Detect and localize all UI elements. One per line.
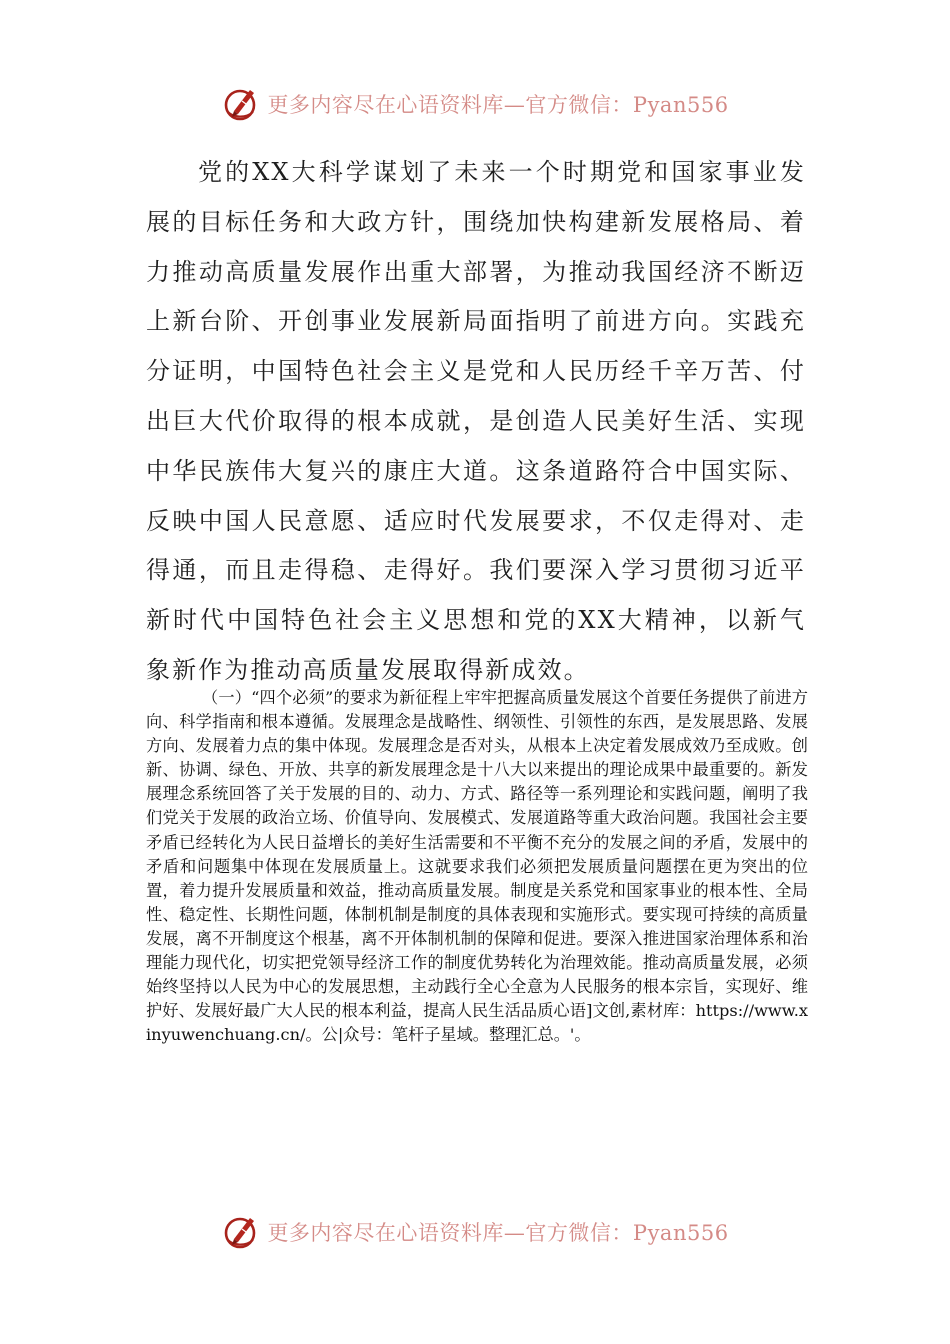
pen-nib-swirl-icon xyxy=(221,84,261,124)
header-watermark-banner xyxy=(0,80,950,128)
header-banner-text: 更多内容尽在心语资料库—官方微信：Pyan556 xyxy=(267,93,729,117)
section-one-paragraph: （一）“四个必须”的要求为新征程上牢牢把握高质量发展这个首要任务提供了前进方向、科学指南和根本遵循。发展理念是战略性、纲领性、引领性的东西，是发展思路、发展方向、发展着力点的集中体现。发展理念是否对头，从根本上决定着发展成效乃至成败。创新、协调、绿色、开放、共享的新发展理念是十八大以来提出的理论成果中最重要的。新发展理念系统回答了关于发展的目的、动力、方式、路径等一系列理论和实践问题，阐明了我们党关于发展的政治立场、价值导向、发展模式、发展道路等重大政治问题。我国社会主要矛盾已经转化为人民日益增长的美好生活需要和不平衡不充分的发展之间的矛盾，发展中的矛盾和问题集中体现在发展质量上。这就要求我们必须把发展质量问题摆在更为突出的位置，着力提升发展质量和效益，推动高质量发展。制度是关系党和国家事业的根本性、全局性、稳定性、长期性问题，体制机制是制度的具体表现和实施形式。要实现可持续的高质量发展，离不开制度这个根基，离不开体制机制的保障和促进。要深入推进国家治理体系和治理能力现代化，切实把党领导经济工作的制度优势转化为治理效能。推动高质量发展，必须始终坚持以人民为中心的发展思想，主动践行全心全意为人民服务的根本宗旨，实现好、维护好、发展好最广大人民的根本利益，提高人民生活品质心语]文创,素材库：https://www.xinyuwenchuang.cn/。公|众号：笔杆子星域。整理汇总。'。 xyxy=(146,688,808,1045)
footer-watermark-banner xyxy=(0,1208,950,1256)
main-paragraph: 党的XX大科学谋划了未来一个时期党和国家事业发展的目标任务和大政方针，围绕加快构建新发展格局、着力推动高质量发展作出重大部署，为推动我国经济不断迈上新台阶、开创事业发展新局面指明了前进方向。实践充分证明，中国特色社会主义是党和人民历经千辛万苦、付出巨大代价取得的根本成就，是创造人民美好生活、实现中华民族伟大复兴的康庄大道。这条道路符合中国实际、反映中国人民意愿、适应时代发展要求，不仅走得对、走得通，而且走得稳、走得好。我们要深入学习贯彻习近平新时代中国特色社会主义思想和党的XX大精神，以新气象新作为推动高质量发展取得新成效。 xyxy=(146,158,806,684)
pen-nib-swirl-icon xyxy=(221,1212,261,1252)
footer-banner-text: 更多内容尽在心语资料库—官方微信：Pyan556 xyxy=(267,1221,729,1245)
